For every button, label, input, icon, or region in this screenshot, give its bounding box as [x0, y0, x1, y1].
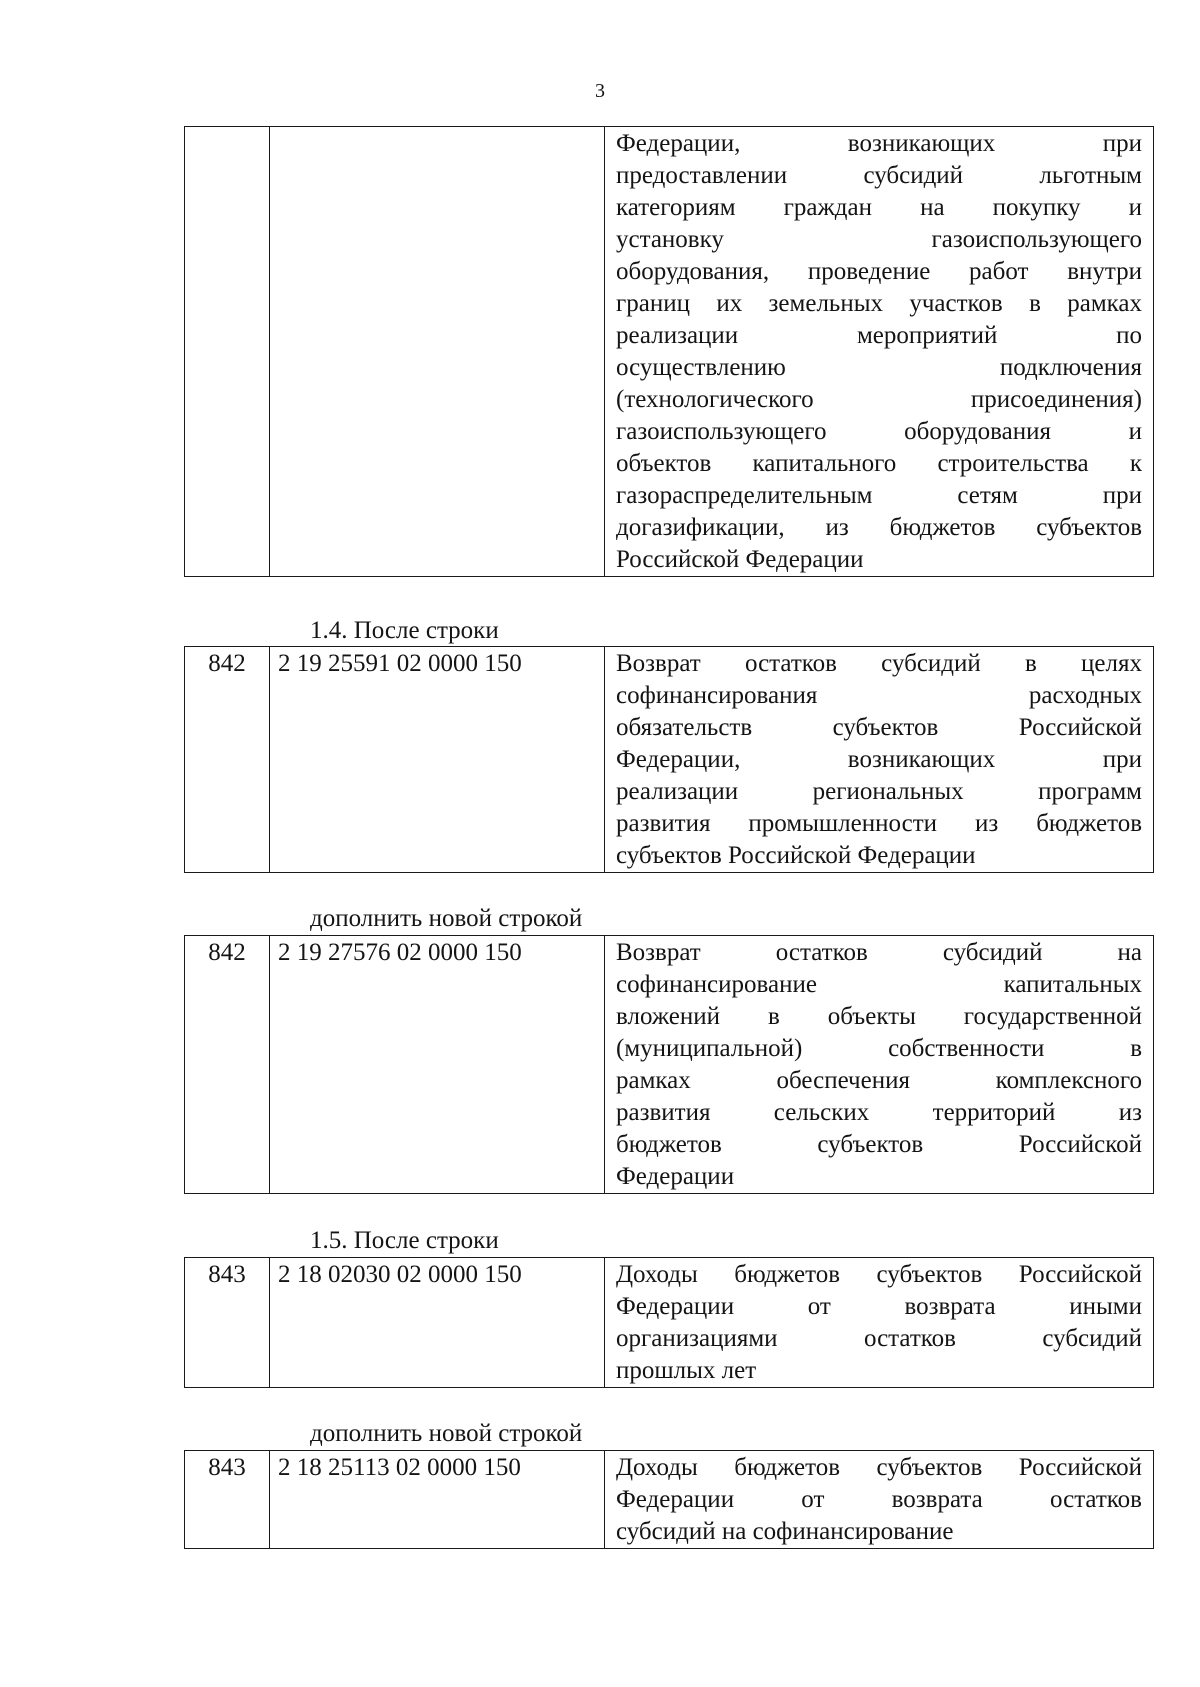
description-cell	[605, 647, 1154, 873]
kbk-cell: 2 19 27576 02 0000 150	[270, 936, 605, 1194]
code-cell: 843	[185, 1258, 270, 1388]
description-line: обязательств субъектов Российской	[616, 714, 1142, 741]
table-row	[185, 127, 1154, 577]
description-line: (технологического присоединения)	[616, 386, 1142, 413]
description-line: софинансирование капитальных	[616, 971, 1142, 998]
page-number: 3	[595, 80, 605, 102]
table-row	[185, 1451, 1154, 1549]
description-line: Федерации, возникающих при	[616, 746, 1142, 773]
description-line: Федерации от возврата остатков	[616, 1486, 1142, 1513]
description-line: предоставлении субсидий льготным	[616, 162, 1142, 189]
description-line: установку газоиспользующего	[616, 226, 1142, 253]
description-line: Возврат остатков субсидий в целях	[616, 650, 1142, 677]
section-1-5-new-row-table	[184, 1450, 1154, 1549]
table-row	[185, 647, 1154, 873]
section-1-4-row-table	[184, 646, 1154, 873]
description-line: объектов капитального строительства к	[616, 450, 1142, 477]
code-cell: 842	[185, 936, 270, 1194]
description-line: газоиспользующего оборудования и	[616, 418, 1142, 445]
description-line: вложений в объекты государственной	[616, 1003, 1142, 1030]
description-line: догазификации, из бюджетов субъектов	[616, 514, 1142, 541]
description-line: развития промышленности из бюджетов	[616, 810, 1142, 837]
description-line: Доходы бюджетов субъектов Российской	[616, 1261, 1142, 1288]
description-line: реализации мероприятий по	[616, 322, 1142, 349]
description-line: оборудования, проведение работ внутри	[616, 258, 1142, 285]
table-row	[185, 936, 1154, 1194]
section-heading-1-5: 1.5. После строки	[310, 1227, 499, 1254]
code-cell: 842	[185, 647, 270, 873]
description-line: рамках обеспечения комплексного	[616, 1067, 1142, 1094]
description-line: софинансирования расходных	[616, 682, 1142, 709]
description-line: (муниципальной) собственности в	[616, 1035, 1142, 1062]
kbk-cell: 2 19 25591 02 0000 150	[270, 647, 605, 873]
description-line: Доходы бюджетов субъектов Российской	[616, 1454, 1142, 1481]
description-line: развития сельских территорий из	[616, 1099, 1142, 1126]
table-row	[185, 1258, 1154, 1388]
section-heading-1-4: 1.4. После строки	[310, 617, 499, 644]
description-line: бюджетов субъектов Российской	[616, 1131, 1142, 1158]
description-line: Федерации	[616, 1163, 735, 1190]
kbk-cell	[270, 127, 605, 577]
description-line: Российской Федерации	[616, 546, 864, 573]
description-line: категориям граждан на покупку и	[616, 194, 1142, 221]
description-cell	[605, 1258, 1154, 1388]
description-cell	[605, 936, 1154, 1194]
description-line: субсидий на софинансирование	[616, 1518, 954, 1545]
kbk-cell: 2 18 02030 02 0000 150	[270, 1258, 605, 1388]
description-line: газораспределительным сетям при	[616, 482, 1142, 509]
description-line: осуществлению подключения	[616, 354, 1142, 381]
description-line: Федерации, возникающих при	[616, 130, 1142, 157]
description-line: прошлых лет	[616, 1357, 757, 1384]
description-cell	[605, 1451, 1154, 1549]
description-line: Федерации от возврата иными	[616, 1293, 1142, 1320]
add-row-heading-1-5: дополнить новой строкой	[310, 1420, 583, 1447]
code-cell: 843	[185, 1451, 270, 1549]
section-1-5-row-table	[184, 1257, 1154, 1388]
description-line: субъектов Российской Федерации	[616, 842, 976, 869]
continued-table	[184, 126, 1154, 577]
add-row-heading-1-4: дополнить новой строкой	[310, 905, 583, 932]
description-line: реализации региональных программ	[616, 778, 1142, 805]
kbk-cell: 2 18 25113 02 0000 150	[270, 1451, 605, 1549]
code-cell	[185, 127, 270, 577]
description-cell	[605, 127, 1154, 577]
section-1-4-new-row-table	[184, 935, 1154, 1194]
description-line: Возврат остатков субсидий на	[616, 939, 1142, 966]
description-line: организациями остатков субсидий	[616, 1325, 1142, 1352]
description-line: границ их земельных участков в рамках	[616, 290, 1142, 317]
